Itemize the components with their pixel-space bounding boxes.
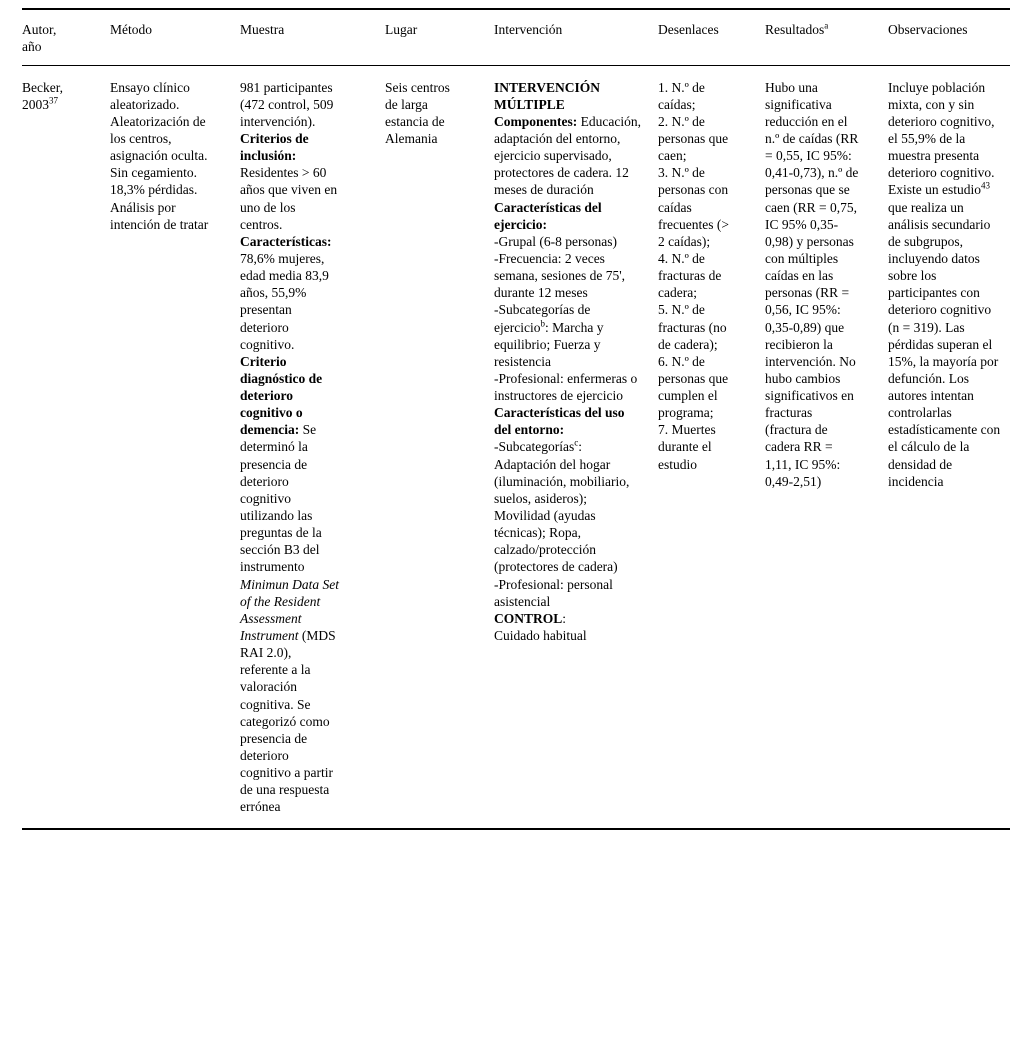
col-header-resultados-label: Resultados [765, 22, 825, 37]
col-header-intervencion: Intervención [494, 9, 658, 65]
study-author-text: Becker, 2003 [22, 79, 64, 112]
instrument-name-italic: Minimun Data Set of the Resident Assessment Instrument [240, 576, 339, 644]
col-header-observaciones: Observaciones [888, 9, 1010, 65]
cell-desenlaces [658, 65, 765, 829]
intervencion-title [494, 79, 644, 113]
col-header-resultados [765, 9, 888, 65]
muestra-diagnostico-text: Se determinó la presencia de deterioro cognitivo utilizando las preguntas de la sección B3 del instrumento [240, 422, 322, 575]
observaciones-intro: Incluye población mixta, con y sin deterioro cognitivo, el 55,9% de la muestra presenta deterioro cognitivo. Existe un estudio [888, 79, 995, 198]
citation-ref-37: 37 [49, 95, 58, 106]
cell-muestra [240, 65, 385, 829]
footnote-marker-b: b [540, 318, 545, 328]
heading-componentes: Componentes: [494, 113, 578, 129]
subcategorias-entorno-text-2: : Adaptación del hogar (iluminación, mobiliario, suelos, asideros); Movilidad (ayudas técnicas); Ropa, calzado/protección (protectores de cadera) [494, 439, 630, 575]
desenlace-item-4: 4. N.º de fracturas de cadera; [658, 250, 722, 301]
heading-caracteristicas-ejercicio-bold: Características del ejercicio: [494, 199, 602, 232]
subcategorias-ejercicio-text: -Subcategorías de ejercicio [494, 302, 591, 335]
desenlace-item-3: 3. N.º de personas con caídas frecuentes (> 2 caídas); [658, 165, 729, 249]
study-author-year [22, 79, 86, 113]
desenlace-item-5: 5. N.º de fracturas (no de cadera); [658, 302, 727, 352]
subcategorias-ejercicio-text-2: : Marcha y equilibrio; Fuerza y resistencia [494, 319, 604, 369]
ejercicio-item-grupal: -Grupal (6-8 personas) [494, 233, 617, 249]
control-heading-bold: CONTROL [494, 610, 563, 626]
observaciones-text [888, 79, 1004, 490]
cell-intervencion [494, 65, 658, 829]
heading-criterio-diagnostico: Criterio diagnóstico de deterioro cognitivo o demencia: [240, 353, 323, 438]
col-header-autor-line2: año [22, 39, 42, 55]
cell-observaciones [888, 65, 1010, 829]
muestra-diagnostico-text-2: (MDS RAI 2.0), referente a la valoración cognitiva. Se categorizó como presencia de deterioro cognitivo a partir de una respuesta errónea [240, 628, 336, 815]
control-text: Cuidado habitual [494, 628, 587, 644]
footnote-marker-c: c [574, 437, 579, 448]
cell-metodo [110, 65, 240, 829]
observaciones-rest: que realiza un análisis secundario de subgrupos, incluyendo datos sobre los participantes con deterioro cognitivo (n = 319). Las pérdidas superan el 15%, la mayoría por defunción. Los autores intentan controlarlas estadísticamente con el cálculo de la densidad de incidencia [888, 199, 1001, 489]
muestra-caracteristicas-text: 78,6% mujeres, edad media 83,9 años, 55,9% presentan deterioro cognitivo. [240, 250, 329, 352]
evidence-table [22, 8, 1010, 830]
intervencion-title-bold: INTERVENCIÓN MÚLTIPLE [494, 79, 601, 112]
col-header-lugar: Lugar [385, 9, 494, 65]
entorno-item-subcategorias [494, 438, 644, 575]
lugar-text: Seis centros de larga estancia de Alemania [385, 79, 450, 146]
resultados-footnote-marker: a [824, 20, 829, 31]
heading-criterios-inclusion: Criterios de inclusión: [240, 130, 309, 164]
col-header-muestra: Muestra [240, 9, 385, 65]
componentes-text: Educación, adaptación del entorno, ejercicio supervisado, protectores de cadera. 12 meses de duración [494, 113, 641, 198]
desenlace-item-7: 7. Muertes durante el estudio [658, 422, 716, 472]
entorno-item-profesional: -Profesional: personal asistencial [494, 576, 613, 609]
ejercicio-item-frecuencia: -Frecuencia: 2 veces semana, sesiones de 75', durante 12 meses [494, 250, 626, 301]
citation-ref-43: 43 [981, 180, 990, 191]
heading-caracteristicas-entorno-bold: Características del uso del entorno: [494, 405, 625, 438]
col-header-autor-line1: Autor, [22, 22, 57, 37]
control-heading [494, 610, 644, 627]
desenlace-item-2: 2. N.º de personas que caen; [658, 113, 729, 164]
col-header-autor-ano [22, 9, 110, 65]
muestra-intro: 981 participantes (472 control, 509 intervención). [240, 79, 334, 129]
table-header-row [22, 9, 1010, 65]
desenlace-item-6: 6. N.º de personas que cumplen el programa; [658, 353, 729, 421]
study-row [22, 65, 1010, 829]
ejercicio-item-profesional: -Profesional: enfermeras o instructores de ejercicio [494, 370, 638, 404]
metodo-text: Ensayo clínico aleatorizado. Aleatorización de los centros, asignación oculta. Sin cegamiento. 18,3% pérdidas. Análisis por intención de tratar [110, 79, 209, 232]
desenlace-item-1: 1. N.º de caídas; [658, 79, 705, 112]
col-header-metodo: Método [110, 9, 240, 65]
ejercicio-item-subcategorias [494, 301, 644, 370]
cell-lugar [385, 65, 494, 829]
muestra-text [240, 79, 341, 816]
intervencion-componentes [494, 113, 644, 199]
heading-caracteristicas-entorno [494, 404, 644, 438]
heading-caracteristicas-ejercicio [494, 199, 644, 233]
resultados-text: Hubo una significativa reducción en el n.º de caídas (RR = 0,55, IC 95%: 0,41-0,73), n.º de personas que se caen (RR = 0,75, IC 95% 0,35-0,98) y personas con múltiples caídas en las personas (RR = 0,56, IC 95%: 0,35-0,89) que recibieron la intervención. No hubo cambios significativos en fracturas (fractura de cadera RR = 1,11, IC 95%: 0,49-2,51) [765, 79, 859, 489]
cell-resultados [765, 65, 888, 829]
col-header-desenlaces: Desenlaces [658, 9, 765, 65]
muestra-criterios-text: Residentes > 60 años que viven en uno de los centros. [240, 165, 338, 232]
subcategorias-entorno-text: -Subcategorías [494, 439, 575, 455]
cell-autor-ano [22, 65, 110, 829]
heading-caracteristicas: Características: [240, 233, 332, 249]
control-colon: : [562, 610, 567, 626]
